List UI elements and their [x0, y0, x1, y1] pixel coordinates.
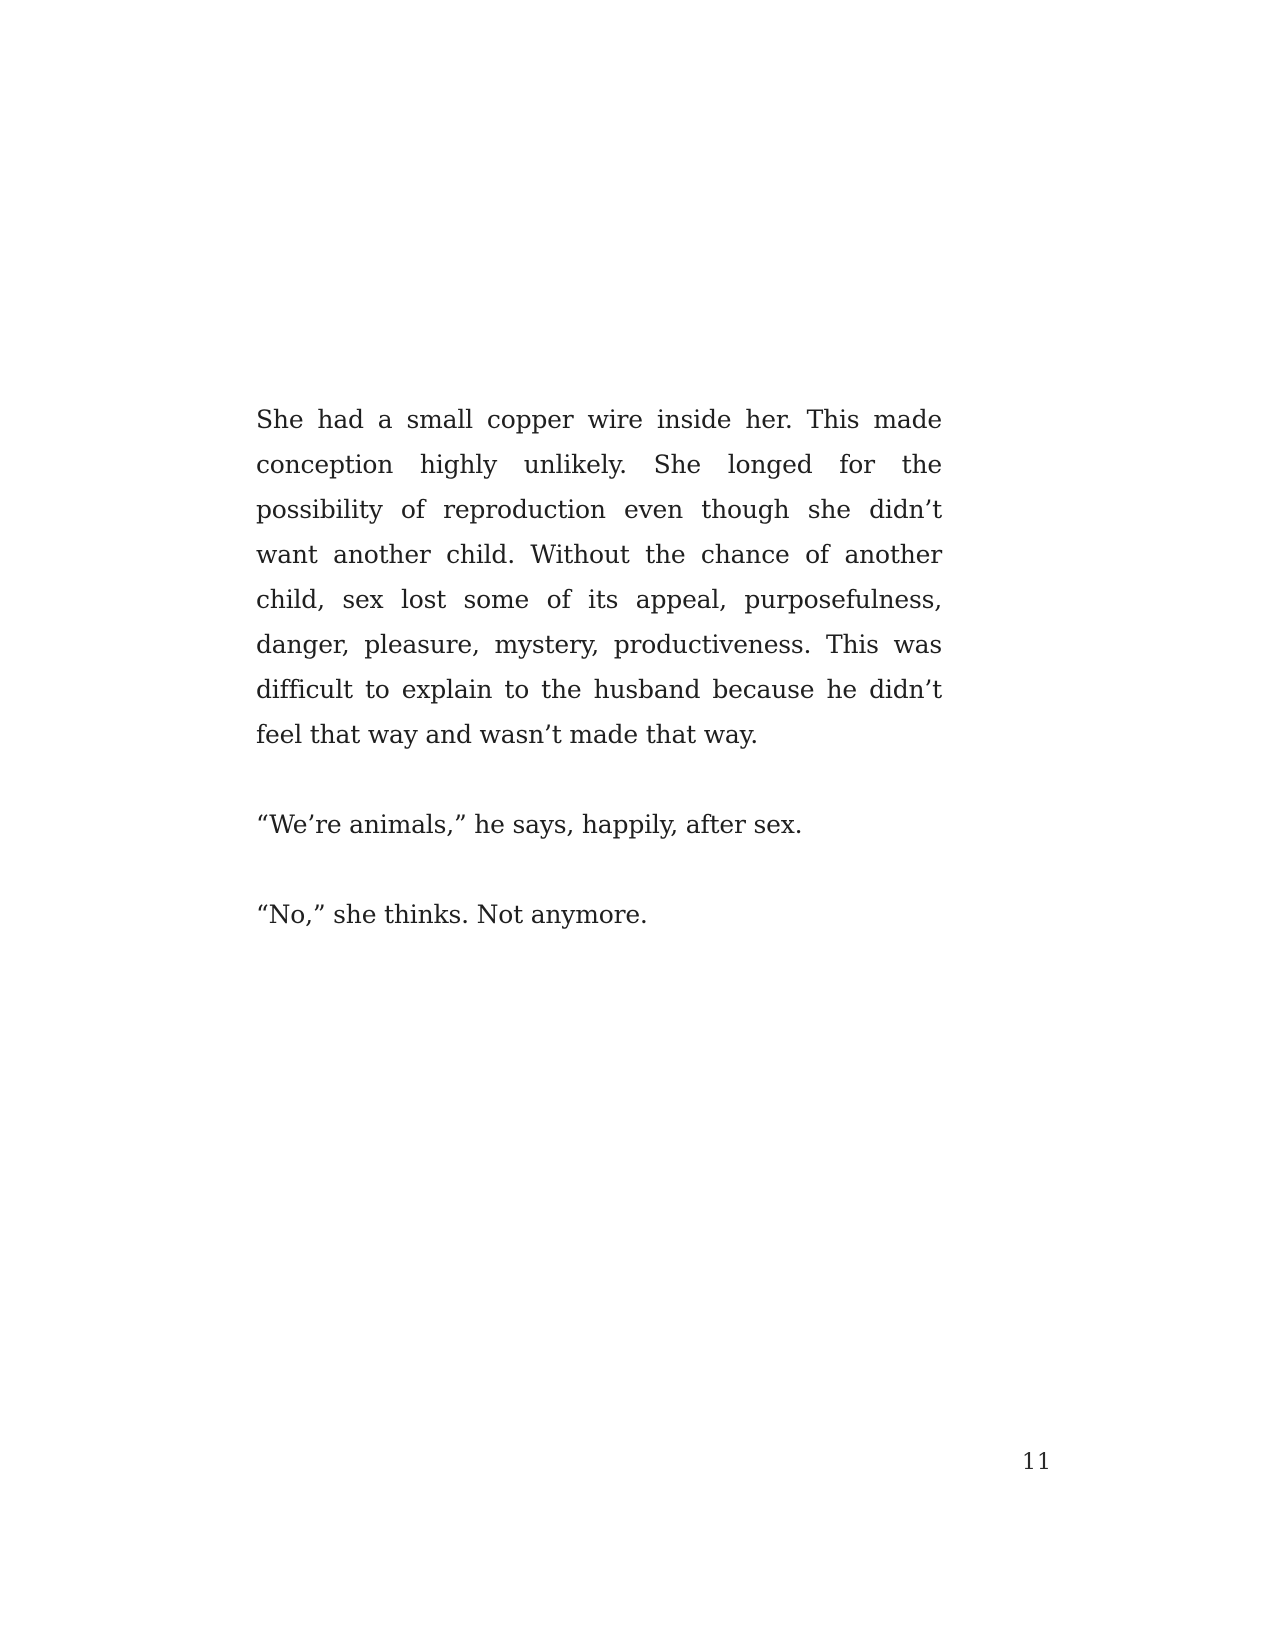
body-text — [256, 397, 942, 937]
paragraph-copper-wire: She had a small copper wire inside her. This made conception highly unlikely. She longed for the possibility of reproduction even though she didn’t want another child. Without the chance of another child, sex lost some of its appeal, purposefulness, danger, pleasure, mystery, productiveness. This was difficult to explain to the husband because he didn’t feel that way and wasn’t made that way. — [256, 405, 942, 749]
paragraph-animals: “We’re animals,” he says, happily, after sex. — [256, 810, 803, 839]
page-number: 11 — [1022, 1450, 1052, 1475]
paragraph-not-anymore: “No,” she thinks. Not anymore. — [256, 900, 648, 929]
